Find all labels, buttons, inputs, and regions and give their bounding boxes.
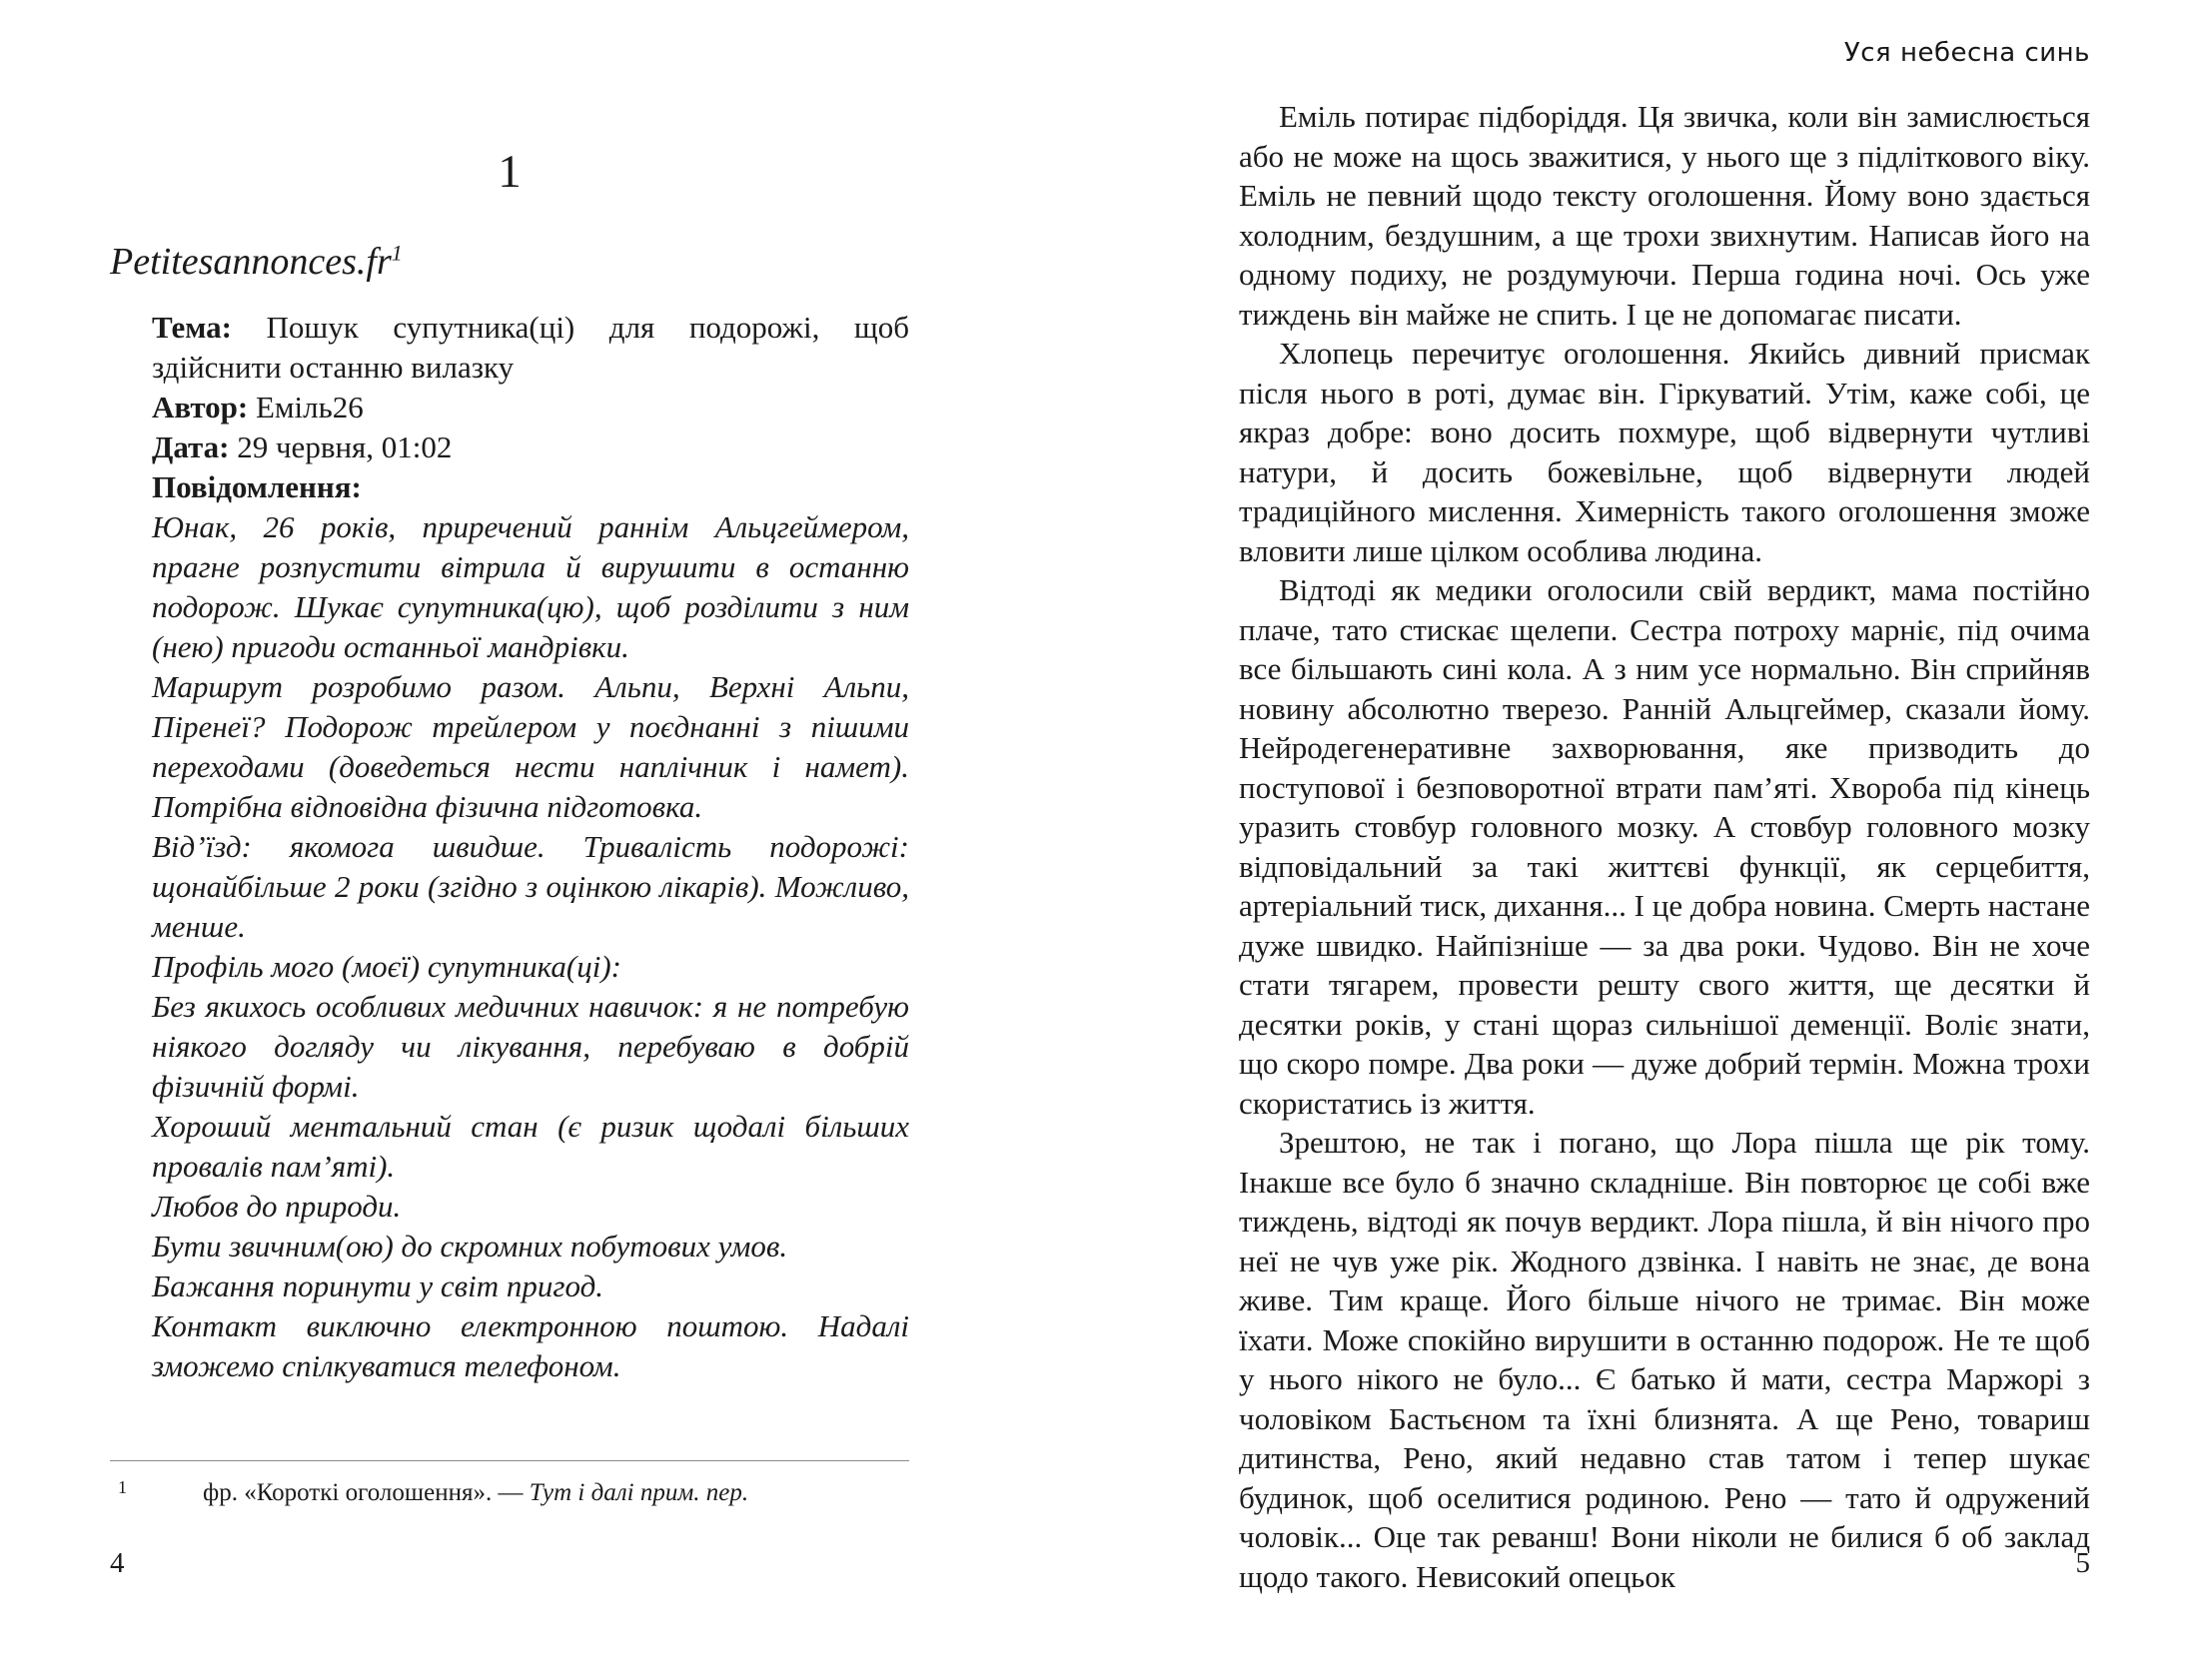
post-field-message: [152, 467, 909, 507]
message-paragraph: Без якихось особливих медичних навичок: я не потребую ніякого догляду чи лікування, перебуваю в добрій фізичній формі.: [152, 989, 909, 1104]
running-header: Уся небесна синь: [1843, 38, 2090, 68]
right-page: [1239, 0, 2090, 1680]
message-paragraph: Бути звичним(ою) до скромних побутових умов.: [152, 1229, 788, 1263]
message-paragraph: Контакт виключно електронною поштою. Надалі зможемо спілкуватися телефоном.: [152, 1308, 909, 1383]
heading-footnote-ref: 1: [391, 240, 403, 266]
footnote-text-regular: фр. «Короткі оголошення». —: [203, 1479, 530, 1506]
footnote-text: [203, 1477, 748, 1509]
body-paragraph: Хлопець перечитує оголошення. Якийсь дивний присмак після нього в роті, думає він. Гіркуватий. Утім, каже собі, це якраз добре: воно досить похмуре, щоб відвернути чутливі натури, й досить божевільне, щоб відвернути людей традиційного мислення. Химерність такого оголошення зможе вловити лише цілком особлива людина.: [1239, 336, 2090, 568]
message-paragraph: Юнак, 26 років, приречений раннім Альцгеймером, прагне розпустити вітрила й вирушити в останню подорож. Шукає супутника(цю), щоб розділити з ним (нею) пригоди останньої мандрівки.: [152, 509, 909, 664]
message-paragraph: Бажання поринути у світ пригод.: [152, 1268, 603, 1303]
forum-post: [152, 308, 909, 1386]
post-field-author: [152, 388, 909, 427]
page-number-right: 5: [2075, 1547, 2090, 1579]
section-heading: [110, 238, 909, 286]
date-value: 29 червня, 01:02: [237, 429, 453, 464]
author-value: Еміль26: [256, 390, 364, 424]
author-label: Автор:: [152, 390, 249, 424]
message-paragraph: Маршрут розробимо разом. Альпи, Верхні Альпи, Піренеї? Подорож трейлером у поєднанні з пішими переходами (доведеться нести наплічник і намет). Потрібна відповідна фізична підготовка.: [152, 669, 909, 824]
body-paragraph: Зрештою, не так і погано, що Лора пішла ще рік тому. Інакше все було б значно складніше. Він повторює це собі вже тиждень, відтоді як почув вердикт. Лора пішла, й він нічого про неї не чув уже рік. Жодного дзвінка. І навіть не знає, де вона живе. Тим краще. Його більше нічого не тримає. Він може їхати. Може спокійно вирушити в останню подорож. Не те щоб у нього нікого не було... Є батько й мати, сестра Маржорі з чоловіком Бастьєном та їхні близнята. А ще Рено, товариш дитинства, Рено, який недавно став татом і тепер шукає будинок, щоб оселитися родиною. Рено — тато й одружений чоловік... Оце так реванш! Вони ніколи не билися б об заклад щодо такого. Невисокий опецьок: [1239, 1125, 2090, 1594]
post-field-topic: [152, 308, 909, 388]
body-paragraph: Еміль потирає підборіддя. Ця звичка, коли він замислюється або не може на щось зважитися, у нього ще з підліткового віку. Еміль не певний щодо тексту оголошення. Йому воно здається холодним, бездушним, а ще трохи звихнутим. Написав його на одному подиху, не роздумуючи. Перша година ночі. Ось уже тиждень він майже не спить. І це не допомагає писати.: [1239, 99, 2090, 332]
footnote-text-italic: Тут і далі прим. пер.: [529, 1479, 749, 1506]
message-paragraph: Хороший ментальний стан (є ризик щодалі більших провалів пам’яті).: [152, 1109, 909, 1184]
message-paragraph: Профіль мого (моєї) супутника(ці):: [152, 949, 621, 984]
footnote: [110, 1460, 909, 1509]
section-heading-text: Petitesannonces.fr: [110, 241, 392, 283]
chapter-number: 1: [498, 146, 522, 198]
body-paragraph: Відтоді як медики оголосили свій вердикт, мама постійно плаче, тато стискає щелепи. Сестра потроху марніє, під очима все більшають сині кола. А з ним усе нормально. Він сприйняв новину абсолютно тверезо. Ранній Альцгеймер, сказали йому. Нейродегенеративне захворювання, яке призводить до поступової і безповоротної втрати пам’яті. Хвороба під кінець уразить стовбур головного мозку. А стовбур головного мозку відповідальний за такі життєві функції, як серцебиття, артеріальний тиск, дихання... І це добра новина. Смерть настане дуже швидко. Найпізніше — за два роки. Чудово. Він не хоче стати тягарем, провести решту свого життя, ще десятки й десятки років, у стані щораз сильнішої деменції. Воліє знати, що скоро помре. Два роки — дуже добрий термін. Можна трохи скористатись із життя.: [1239, 572, 2090, 1121]
post-field-date: [152, 427, 909, 467]
left-page: [110, 0, 909, 1680]
footnote-line: [110, 1477, 909, 1509]
footnote-marker: 1: [118, 1477, 127, 1497]
message-label: Повідомлення:: [152, 469, 362, 504]
topic-label: Тема:: [152, 310, 232, 345]
message-paragraph: Любов до природи.: [152, 1189, 402, 1224]
page-number-left: 4: [110, 1547, 125, 1579]
body-text: [1239, 0, 2090, 1596]
post-message: [152, 507, 909, 1386]
date-label: Дата:: [152, 429, 230, 464]
topic-value: Пошук супутника(ці) для подорожі, щоб здійснити останню вилазку: [152, 310, 910, 385]
message-paragraph: Від’їзд: якомога швидше. Тривалість подорожі: щонайбільше 2 роки (згідно з оцінкою лікарів). Можливо, менше.: [152, 829, 909, 944]
